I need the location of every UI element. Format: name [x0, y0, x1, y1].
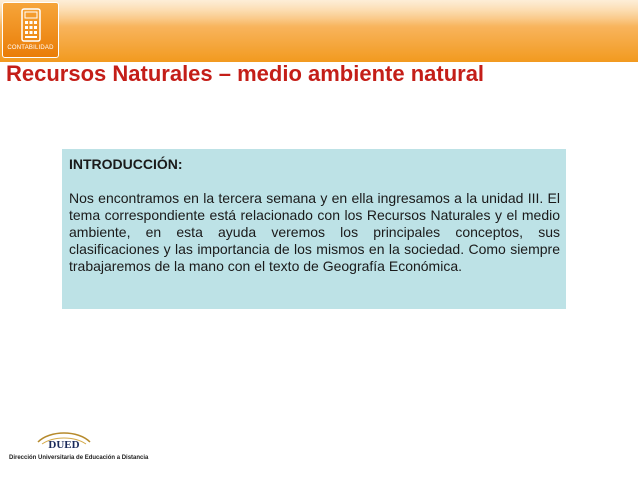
- intro-heading: INTRODUCCIÓN:: [69, 156, 183, 172]
- intro-box: [62, 149, 566, 309]
- header-shine: [0, 0, 638, 26]
- logo-caption: CONTABILIDAD: [7, 45, 54, 51]
- page-title: Recursos Naturales – medio ambiente natural: [6, 61, 485, 86]
- contabilidad-logo: [2, 2, 59, 58]
- calculator-icon: [21, 8, 41, 42]
- footer-institution: Dirección Universitaria de Educación a Distancia: [9, 455, 149, 461]
- dued-logo: [34, 428, 94, 452]
- header-bar: [0, 0, 638, 62]
- dued-logo-text: DUED: [48, 439, 80, 451]
- intro-body: Nos encontramos en la tercera semana y en ella ingresamos a la unidad III. El tema correspondiente está relacionado con los Recursos Naturales y el medio ambiente, en esta ayuda veremos los principales conceptos, sus clasificaciones y las importancia de los mismos en la sociedad. Como siempre trabajaremos de la mano con el texto de Geografía Económica.: [69, 190, 560, 274]
